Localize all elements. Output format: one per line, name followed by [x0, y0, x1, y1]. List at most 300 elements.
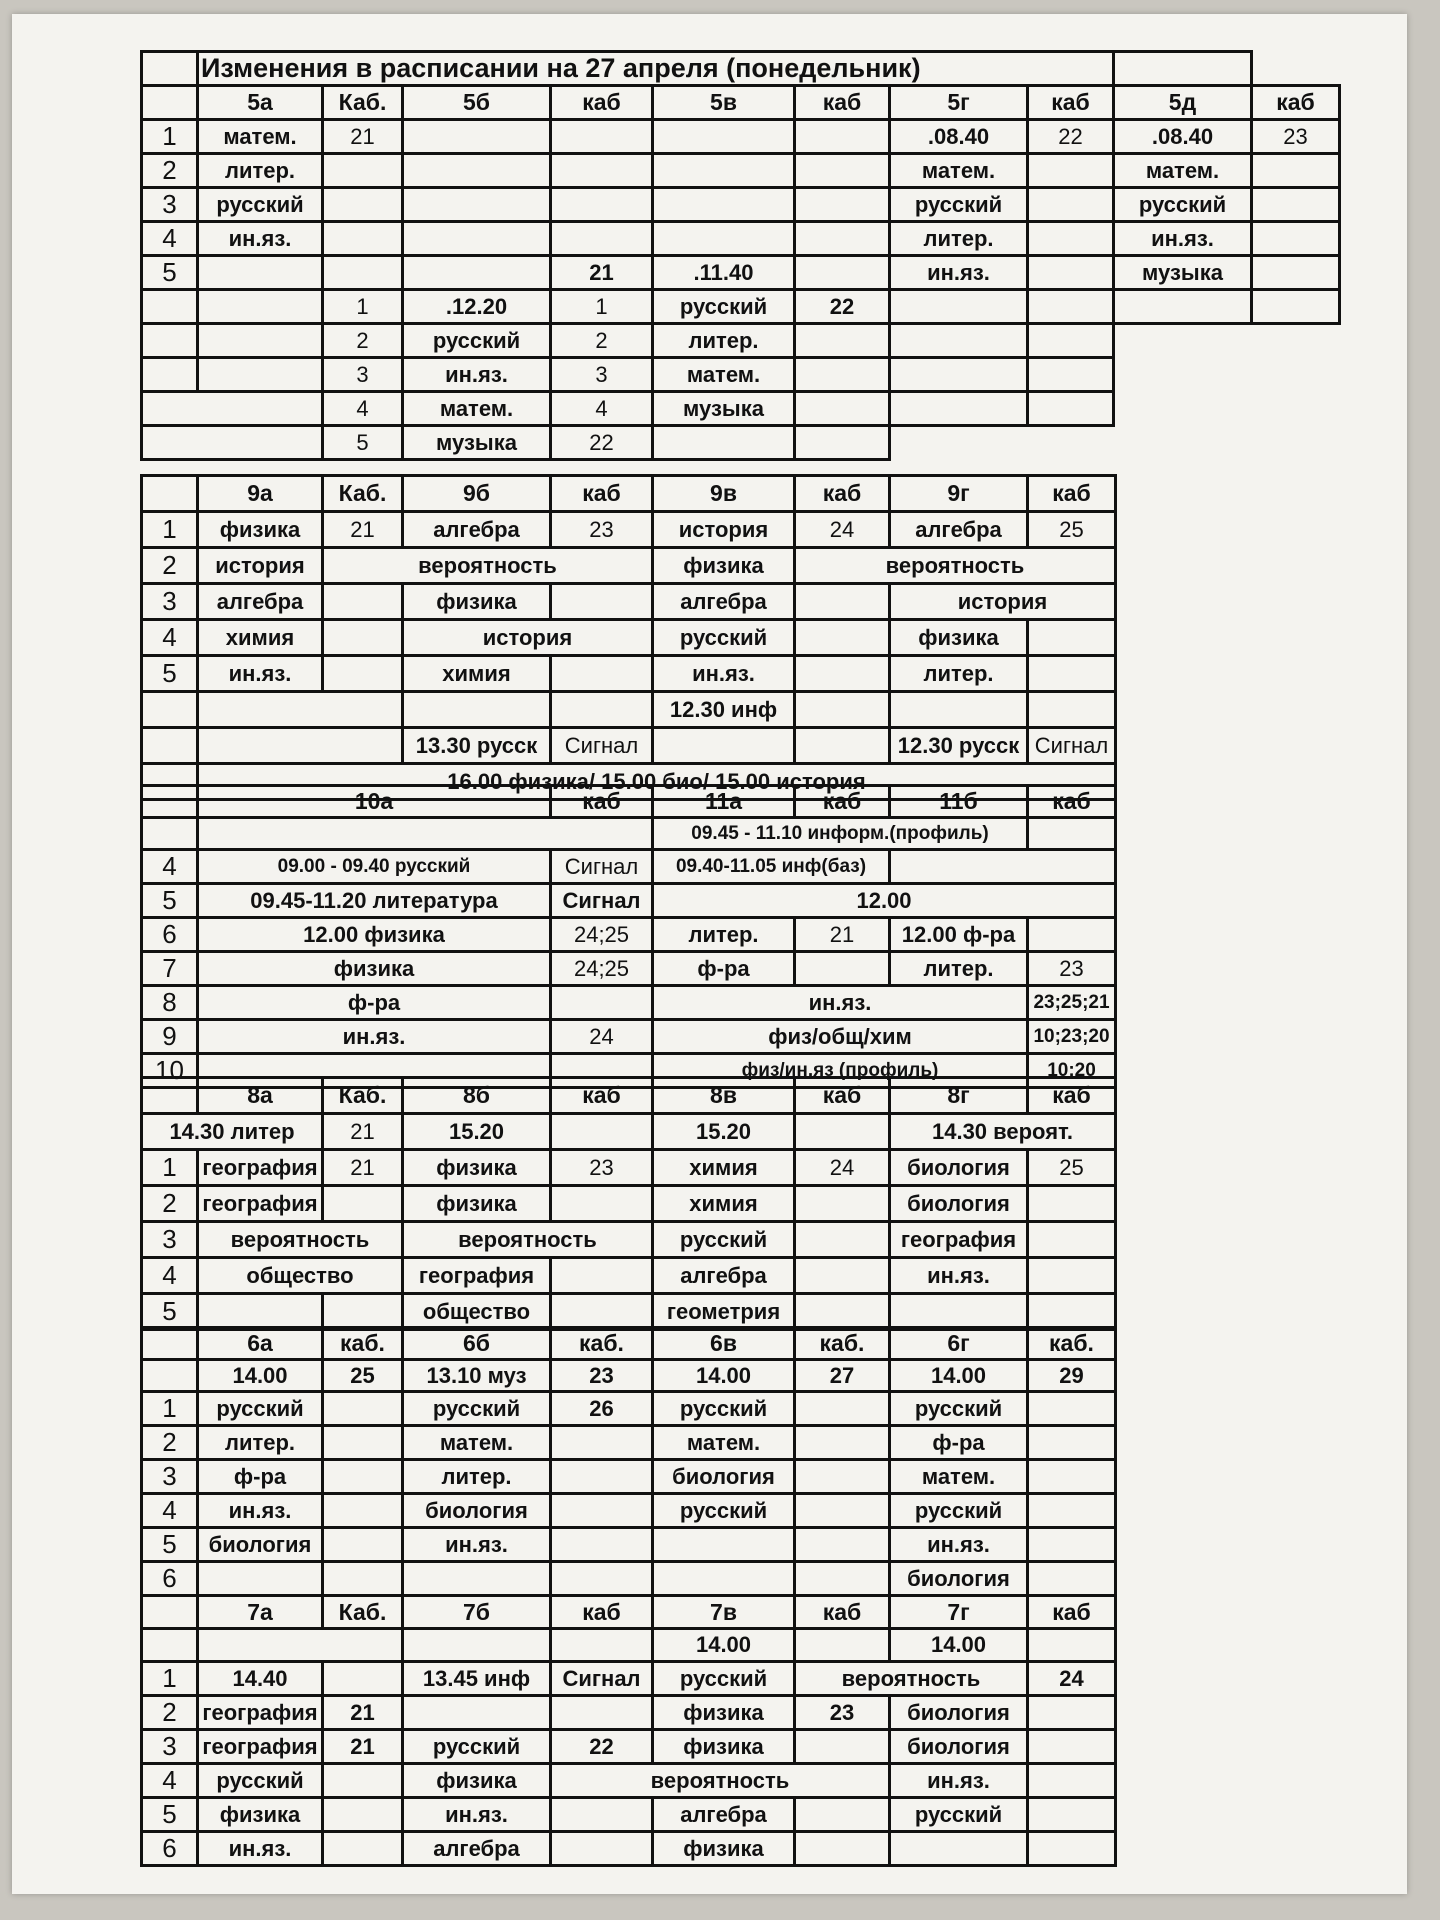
table-cell: 13.10 муз	[403, 1360, 551, 1392]
table-cell: русский	[403, 1392, 551, 1426]
table-cell: 23	[1252, 120, 1340, 154]
table-cell: матем.	[890, 1460, 1028, 1494]
table-cell: литер.	[198, 1426, 323, 1460]
table-cell	[1028, 620, 1116, 656]
table-row	[142, 1426, 1116, 1460]
table-cell: каб.	[1028, 1328, 1116, 1360]
table-cell: каб	[795, 86, 890, 120]
table-cell: алгебра	[653, 1258, 795, 1294]
table-cell	[890, 358, 1028, 392]
table-cell: Каб.	[323, 1596, 403, 1629]
table-cell: 4	[323, 392, 403, 426]
schedule-table-grade-5	[140, 50, 1341, 461]
table-cell: биология	[890, 1150, 1028, 1186]
table-cell: матем.	[198, 120, 323, 154]
table-row	[142, 1186, 1116, 1222]
table-cell: ин.яз.	[198, 1832, 323, 1866]
table-cell: химия	[653, 1150, 795, 1186]
table-cell	[1028, 1696, 1116, 1730]
table-cell: химия	[653, 1186, 795, 1222]
table-cell: литер.	[403, 1460, 551, 1494]
table-cell: физика	[198, 1798, 323, 1832]
table-row	[142, 324, 1340, 358]
table-cell	[142, 392, 323, 426]
table-row	[142, 222, 1340, 256]
table-cell	[1252, 154, 1340, 188]
table-cell	[795, 952, 890, 986]
table-cell: русский	[890, 188, 1028, 222]
table-cell	[403, 120, 551, 154]
table-cell	[1028, 1460, 1116, 1494]
table-cell: алгебра	[890, 512, 1028, 548]
table-cell: 14.00	[890, 1629, 1028, 1662]
table-cell: 22	[551, 426, 653, 460]
table-cell	[403, 1629, 551, 1662]
table-cell	[551, 188, 653, 222]
table-cell: Каб.	[323, 86, 403, 120]
table-cell: геометрия	[653, 1294, 795, 1330]
table-cell: 26	[551, 1392, 653, 1426]
table-cell	[323, 188, 403, 222]
table-cell	[323, 1832, 403, 1866]
table-cell: 7б	[403, 1596, 551, 1629]
table-cell: 12.30 русск	[890, 728, 1028, 764]
table-cell: 5	[142, 1294, 198, 1330]
table-cell: ин.яз.	[890, 256, 1028, 290]
table-cell	[142, 476, 198, 512]
table-cell: алгебра	[198, 584, 323, 620]
schedule-table-grade-9	[140, 474, 1117, 801]
table-row	[142, 1294, 1116, 1330]
table-row	[142, 1360, 1116, 1392]
table-cell: 14.00	[890, 1360, 1028, 1392]
table-cell: 7г	[890, 1596, 1028, 1629]
table-cell	[142, 786, 198, 818]
table-cell	[551, 986, 653, 1020]
table-cell: 10а	[198, 786, 551, 818]
table-cell: литер.	[198, 154, 323, 188]
table-cell: 22	[551, 1730, 653, 1764]
table-cell: биология	[198, 1528, 323, 1562]
table-cell: ин.яз.	[198, 1020, 551, 1054]
table-row	[142, 154, 1340, 188]
table-row	[142, 1020, 1116, 1054]
table-cell	[551, 154, 653, 188]
table-cell: 21	[323, 1150, 403, 1186]
table-row	[142, 1328, 1116, 1360]
table-row	[142, 120, 1340, 154]
table-cell: 22	[1028, 120, 1114, 154]
table-cell	[1028, 1392, 1116, 1426]
table-cell: 12.00 физика	[198, 918, 551, 952]
table-cell: 23	[551, 1360, 653, 1392]
table-cell: алгебра	[653, 584, 795, 620]
table-cell: 9б	[403, 476, 551, 512]
table-cell: ин.яз.	[890, 1528, 1028, 1562]
table-cell	[551, 222, 653, 256]
table-cell: биология	[653, 1460, 795, 1494]
table-cell: вероятность	[323, 548, 653, 584]
table-cell	[653, 222, 795, 256]
table-cell: русский	[1114, 188, 1252, 222]
table-cell: 2	[551, 324, 653, 358]
table-cell: 3	[142, 188, 198, 222]
table-cell: физика	[198, 952, 551, 986]
table-cell: биология	[890, 1696, 1028, 1730]
table-cell: 2	[142, 1426, 198, 1460]
table-cell: матем.	[1114, 154, 1252, 188]
table-cell: 7	[142, 952, 198, 986]
table-cell	[142, 86, 198, 120]
table-cell	[795, 1114, 890, 1150]
table-cell	[890, 1294, 1028, 1330]
table-cell: .12.20	[403, 290, 551, 324]
table-cell	[1028, 1186, 1116, 1222]
table-cell	[551, 1798, 653, 1832]
table-cell: 3	[323, 358, 403, 392]
table-cell: 10	[142, 1054, 198, 1088]
table-cell	[142, 324, 198, 358]
table-row	[142, 728, 1116, 764]
table-row	[142, 392, 1340, 426]
table-cell	[1028, 392, 1114, 426]
table-cell: 6	[142, 918, 198, 952]
table-cell: 4	[142, 222, 198, 256]
table-cell	[142, 358, 198, 392]
table-cell	[795, 1832, 890, 1866]
table-cell	[653, 1528, 795, 1562]
table-cell: русский	[653, 1392, 795, 1426]
table-cell: ф-ра	[890, 1426, 1028, 1460]
table-row	[142, 548, 1116, 584]
table-cell: физика	[403, 1186, 551, 1222]
table-cell: 4	[142, 620, 198, 656]
table-cell: вероятность	[795, 1662, 1028, 1696]
table-cell: 5г	[890, 86, 1028, 120]
table-cell	[795, 1798, 890, 1832]
table-cell	[795, 256, 890, 290]
table-cell	[795, 620, 890, 656]
table-cell: 09.45-11.20 литература	[198, 884, 551, 918]
table-cell: каб	[795, 786, 890, 818]
table-cell: вероятность	[795, 548, 1116, 584]
table-cell	[1028, 1222, 1116, 1258]
table-cell	[795, 1392, 890, 1426]
table-cell: 21	[323, 120, 403, 154]
table-row	[142, 1730, 1116, 1764]
table-cell	[795, 1222, 890, 1258]
table-cell	[795, 728, 890, 764]
table-cell: 23	[795, 1696, 890, 1730]
table-cell	[198, 324, 323, 358]
table-cell: вероятность	[198, 1222, 403, 1258]
table-cell	[1028, 222, 1114, 256]
table-cell: 4	[142, 850, 198, 884]
table-cell: каб	[551, 786, 653, 818]
table-cell: география	[890, 1222, 1028, 1258]
table-cell: русский	[198, 1764, 323, 1798]
table-cell: 6в	[653, 1328, 795, 1360]
table-cell	[323, 1494, 403, 1528]
table-cell: .08.40	[890, 120, 1028, 154]
table-row	[142, 1696, 1116, 1730]
table-cell: 12.30 инф	[653, 692, 795, 728]
table-cell	[323, 656, 403, 692]
table-cell	[323, 1764, 403, 1798]
table-cell: ин.яз.	[890, 1258, 1028, 1294]
table-cell	[653, 426, 795, 460]
table-cell: ин.яз.	[653, 656, 795, 692]
table-row	[142, 786, 1116, 818]
table-cell: 5	[142, 1798, 198, 1832]
table-cell	[323, 222, 403, 256]
table-row	[142, 86, 1340, 120]
table-cell: 6	[142, 1562, 198, 1596]
table-cell: 3	[142, 584, 198, 620]
table-cell	[323, 1798, 403, 1832]
table-cell: 27	[795, 1360, 890, 1392]
table-cell: русский	[890, 1798, 1028, 1832]
table-row	[142, 620, 1116, 656]
table-cell	[795, 1528, 890, 1562]
table-cell	[198, 1629, 403, 1662]
table-row	[142, 426, 1340, 460]
table-cell: каб	[551, 476, 653, 512]
table-cell: 5д	[1114, 86, 1252, 120]
table-cell: русский	[890, 1392, 1028, 1426]
table-cell	[795, 656, 890, 692]
table-cell	[142, 52, 198, 86]
table-cell	[653, 728, 795, 764]
table-cell: ф-ра	[198, 1460, 323, 1494]
table-cell: Сигнал	[551, 884, 653, 918]
table-cell	[795, 1730, 890, 1764]
table-cell: 24;25	[551, 918, 653, 952]
table-cell: литер.	[653, 324, 795, 358]
table-cell: физика	[403, 584, 551, 620]
table-cell: каб	[551, 86, 653, 120]
table-cell	[795, 358, 890, 392]
table-cell: физика	[653, 1730, 795, 1764]
table-cell: литер.	[653, 918, 795, 952]
table-row	[142, 1258, 1116, 1294]
table-row	[142, 290, 1340, 324]
table-cell	[795, 222, 890, 256]
schedule-table-grade-6	[140, 1326, 1117, 1597]
table-cell: физика	[403, 1150, 551, 1186]
table-cell: 6а	[198, 1328, 323, 1360]
table-row	[142, 692, 1116, 728]
table-cell: 24	[1028, 1662, 1116, 1696]
table-cell: Каб.	[323, 1078, 403, 1114]
table-row	[142, 1596, 1116, 1629]
table-cell: география	[198, 1696, 323, 1730]
table-cell	[1028, 692, 1116, 728]
table-cell: 29	[1028, 1360, 1116, 1392]
table-cell	[142, 1328, 198, 1360]
table-cell	[1028, 154, 1114, 188]
table-cell: каб	[795, 1596, 890, 1629]
table-cell: 15.20	[653, 1114, 795, 1150]
table-cell: ин.яз.	[1114, 222, 1252, 256]
table-cell	[890, 850, 1116, 884]
table-cell	[142, 1078, 198, 1114]
table-cell	[795, 1494, 890, 1528]
table-cell	[795, 188, 890, 222]
table-cell	[142, 728, 198, 764]
table-cell: матем.	[403, 392, 551, 426]
table-cell: 23	[551, 512, 653, 548]
table-cell	[403, 188, 551, 222]
table-cell: 6б	[403, 1328, 551, 1360]
table-cell: ин.яз.	[198, 222, 323, 256]
table-cell	[795, 1294, 890, 1330]
table-cell: география	[198, 1186, 323, 1222]
table-cell: физика	[198, 512, 323, 548]
table-cell: вероятность	[551, 1764, 890, 1798]
table-cell: 14.00	[198, 1360, 323, 1392]
table-cell	[1028, 1494, 1116, 1528]
table-cell: 21	[551, 256, 653, 290]
table-cell: алгебра	[403, 1832, 551, 1866]
table-cell: 15.20	[403, 1114, 551, 1150]
table-cell: 1	[142, 512, 198, 548]
table-cell: .11.40	[653, 256, 795, 290]
table-cell	[795, 1258, 890, 1294]
table-row	[142, 1392, 1116, 1426]
table-cell: 11б	[890, 786, 1028, 818]
table-cell	[142, 290, 198, 324]
table-cell	[1114, 52, 1252, 86]
table-row	[142, 1222, 1116, 1258]
table-cell: каб	[1028, 1078, 1116, 1114]
table-cell: физика	[653, 1832, 795, 1866]
table-row	[142, 52, 1340, 86]
table-cell	[323, 1562, 403, 1596]
table-cell	[198, 256, 323, 290]
table-cell: русский	[653, 1222, 795, 1258]
table-cell: 14.40	[198, 1662, 323, 1696]
table-row	[142, 656, 1116, 692]
table-cell: 25	[1028, 512, 1116, 548]
table-cell	[1252, 290, 1340, 324]
table-cell: история	[890, 584, 1116, 620]
schedule-table-grade-7	[140, 1594, 1117, 1867]
table-cell	[551, 1696, 653, 1730]
table-cell: 1	[142, 1150, 198, 1186]
table-cell	[142, 1596, 198, 1629]
table-cell: 1	[323, 290, 403, 324]
table-cell: 2	[142, 548, 198, 584]
table-cell: 9	[142, 1020, 198, 1054]
table-row	[142, 1114, 1116, 1150]
table-cell	[890, 1832, 1028, 1866]
table-cell: 14.30 вероят.	[890, 1114, 1116, 1150]
table-cell	[1028, 1562, 1116, 1596]
table-cell	[323, 584, 403, 620]
table-cell: каб.	[551, 1328, 653, 1360]
table-cell: 5	[142, 656, 198, 692]
table-cell: Сигнал	[551, 1662, 653, 1696]
table-cell: Сигнал	[1028, 728, 1116, 764]
table-cell: 21	[323, 512, 403, 548]
table-cell: 24	[795, 1150, 890, 1186]
table-cell	[1028, 918, 1116, 952]
table-row	[142, 850, 1116, 884]
table-cell: матем.	[653, 358, 795, 392]
table-cell	[551, 1562, 653, 1596]
table-row	[142, 986, 1116, 1020]
table-row	[142, 188, 1340, 222]
table-cell: 09.45 - 11.10 информ.(профиль)	[653, 818, 1028, 850]
table-row	[142, 584, 1116, 620]
table-cell	[403, 222, 551, 256]
schedule-sheet	[12, 14, 1407, 1894]
table-cell	[551, 1629, 653, 1662]
table-cell	[323, 1392, 403, 1426]
table-cell: 8б	[403, 1078, 551, 1114]
table-cell	[323, 620, 403, 656]
table-row	[142, 512, 1116, 548]
table-cell	[551, 1186, 653, 1222]
table-cell: 16.00 физика/ 15.00 био/ 15.00 история	[198, 764, 1116, 800]
table-cell	[1028, 1832, 1116, 1866]
table-cell: 8г	[890, 1078, 1028, 1114]
table-cell: русский	[653, 620, 795, 656]
table-cell: география	[403, 1258, 551, 1294]
table-cell: 11а	[653, 786, 795, 818]
table-row	[142, 256, 1340, 290]
table-cell: каб.	[795, 1328, 890, 1360]
table-cell: 9г	[890, 476, 1028, 512]
table-cell: каб	[1028, 86, 1114, 120]
table-cell: ин.яз.	[403, 1798, 551, 1832]
table-cell	[1028, 290, 1114, 324]
table-cell: литер.	[890, 222, 1028, 256]
table-cell	[323, 1294, 403, 1330]
table-cell: русский	[403, 324, 551, 358]
table-row	[142, 952, 1116, 986]
table-cell	[890, 392, 1028, 426]
table-cell: 13.30 русск	[403, 728, 551, 764]
table-cell: физика	[890, 620, 1028, 656]
table-cell	[795, 1629, 890, 1662]
table-cell: 24	[551, 1020, 653, 1054]
table-row	[142, 884, 1116, 918]
table-cell	[323, 1662, 403, 1696]
table-cell	[1028, 1294, 1116, 1330]
table-cell	[551, 1494, 653, 1528]
table-cell	[1028, 656, 1116, 692]
table-cell: 2	[142, 154, 198, 188]
table-cell: биология	[890, 1730, 1028, 1764]
table-cell: география	[198, 1150, 323, 1186]
table-cell: матем.	[653, 1426, 795, 1460]
table-cell: 5	[142, 884, 198, 918]
table-row	[142, 1832, 1116, 1866]
table-cell: каб	[1028, 786, 1116, 818]
table-cell: 9в	[653, 476, 795, 512]
table-cell: 2	[142, 1696, 198, 1730]
table-cell: 10;23;20	[1028, 1020, 1116, 1054]
table-cell	[795, 324, 890, 358]
table-cell: ин.яз.	[198, 1494, 323, 1528]
table-cell	[551, 1832, 653, 1866]
table-cell: 5б	[403, 86, 551, 120]
table-cell: 7а	[198, 1596, 323, 1629]
table-cell: общество	[198, 1258, 403, 1294]
table-cell	[323, 1186, 403, 1222]
